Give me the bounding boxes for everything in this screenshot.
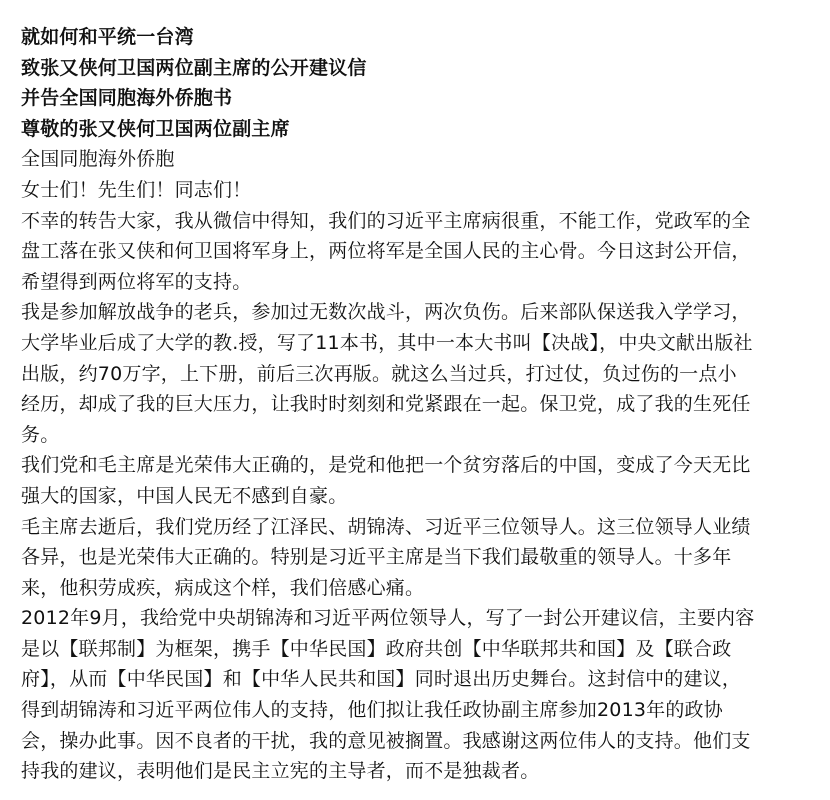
body-text-line: 我们党和毛主席是光荣伟大正确的，是党和他把一个贫穷落后的中国，变成了今天无比 [21, 454, 751, 477]
body-text-line: 各异，也是光荣伟大正确的。特别是习近平主席是当下我们最敬重的领导人。十多年 [21, 546, 732, 569]
body-text-line: 大学毕业后成了大学的教.授，写了11本书，其中一本大书叫【决战】，中央文献出版社 [21, 331, 753, 354]
greeting-line: 女士们！先生们！同志们！ [21, 178, 252, 201]
addressee-line: 全国同胞海外侨胞 [21, 148, 175, 171]
body-text-line: 出版，约70万字，上下册，前后三次再版。就这么当过兵，打过仗，负过伤的一点小 [21, 362, 737, 385]
body-text-line: 府】，从而【中华民国】和【中华人民共和国】同时退出历史舞台。这封信中的建议， [21, 668, 742, 691]
body-text-line: 持我的建议，表明他们是民主立宪的主导者，而不是独裁者。 [21, 760, 540, 783]
body-text-line: 不幸的转告大家，我从微信中得知，我们的习近平主席病很重，不能工作，党政军的全 [21, 209, 751, 232]
body-text-line: 2012年9月，我给党中央胡锦涛和习近平两位领导人，写了一封公开建议信，主要内容 [21, 607, 755, 630]
body-text-line: 务。 [21, 423, 60, 446]
body-text-line: 毛主席去逝后，我们党历经了江泽民、胡锦涛、习近平三位领导人。这三位领导人业绩 [21, 515, 751, 538]
body-text-line: 希望得到两位将军的支持。 [21, 270, 252, 293]
body-text-line: 会，操办此事。因不良者的干扰，我的意见被搁置。我感谢这两位伟人的支持。他们支 [21, 729, 751, 752]
heading-line-1: 就如何和平统一台湾 [21, 26, 194, 48]
body-text-line: 盘工落在张又侠和何卫国将军身上，两位将军是全国人民的主心骨。今日这封公开信， [21, 240, 751, 263]
body-text-line: 得到胡锦涛和习近平两位伟人的支持，他们拟让我任政协副主席参加2013年的政协 [21, 699, 723, 722]
body-text-line: 是以【联邦制】为框架，携手【中华民国】政府共创【中华联邦共和国】及【联合政 [21, 637, 732, 660]
body-text-line: 强大的国家，中国人民无不感到自豪。 [21, 484, 348, 507]
heading-line-4: 尊敬的张又侠何卫国两位副主席 [21, 117, 290, 140]
body-text-line: 来，他积劳成疾，病成这个样，我们倍感心痛。 [21, 576, 425, 599]
body-text-line: 我是参加解放战争的老兵，参加过无数次战斗，两次负伤。后来部队保送我入学学习， [21, 301, 751, 324]
body-text-line: 经历，却成了我的巨大压力，让我时时刻刻和党紧跟在一起。保卫党，成了我的生死任 [21, 393, 751, 416]
heading-line-3: 并告全国同胞海外侨胞书 [21, 87, 233, 110]
heading-line-2: 致张又侠何卫国两位副主席的公开建议信 [21, 56, 367, 79]
